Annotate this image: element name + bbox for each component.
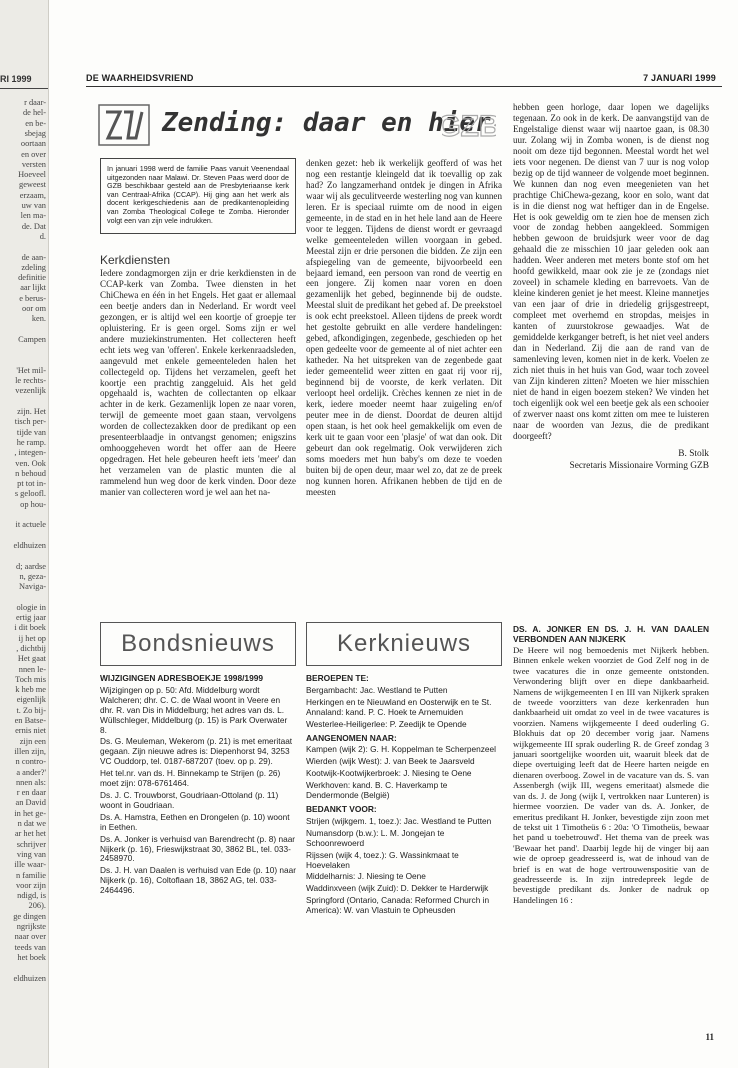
previous-page-line: tijde van bbox=[16, 427, 46, 437]
bondsnieuws-heading: WIJZIGINGEN ADRESBOEKJE 1998/1999 bbox=[100, 673, 264, 683]
previous-page-line: 'Het mil- bbox=[16, 365, 46, 375]
previous-page-line: geweest bbox=[19, 180, 46, 190]
previous-page-line: , dichtbij bbox=[16, 643, 46, 653]
previous-page-line: en Batse- bbox=[14, 716, 46, 725]
previous-page-line: Het gaat bbox=[17, 654, 46, 664]
previous-page-line: Naviga- bbox=[19, 582, 46, 592]
kerknieuws-entry: Middelharnis: J. Niesing te Oene bbox=[306, 871, 426, 882]
bondsnieuws-title-box bbox=[100, 622, 296, 666]
previous-page-line: i dit boek bbox=[14, 623, 46, 633]
publication-name: DE WAARHEIDSVRIEND bbox=[86, 73, 194, 83]
previous-page-line: zijn. Het bbox=[17, 407, 46, 416]
previous-page-line: ernis niet bbox=[15, 726, 46, 736]
previous-page-line: le rechts- bbox=[15, 376, 46, 386]
previous-page-line: uw van bbox=[21, 201, 46, 210]
jonker-text: De Heere wil nog bemoedenis met Nijkerk hebben. Binnen enkele weken voorziet de God Zelf nog in de twee vacatures die in onze gemeente ontstonden. Verwondering blijft over en diepe dankbaarheid. Namens de wijkgemeenten I en III van Nijkerk spraken de tweede voorzitters van deze kerkenraden hun dankbaarheid uit omdat zo veel in de twee vacatures is voorzien. Namens wijkgemeente I deed ouderling G. Blokhuis dat op 20 december vorig jaar. Namens wijkgemeente III sprak ouderling R. de Greef zondag 3 januari soortgelijke woorden uit, waaruit bleek dat de diepe overtuiging leeft dat de Heere harten neigde en dienaren overboog. Zowel in de vacature van ds. S. van Assenbergh (wijk III, wegens emeritaat) alsmede die van ds. J. de Jong (wijk I, vertrokken naar Lunteren) is hiermee voorzien. De vader van ds. A. Jonker, de emeritus predikant H. Jonker, bevestigde zijn zoon met de tekst uit 1 Timotheüs 6 : 20a: 'O Timotheüs, bewaar het pand u toebetrouwd'. Het thema van de preek was 'Bewaar het pand'. Daarbij legde hij de vinger bij aan wie de oproep geadresseerd is, wat de inhoud van de brief is en wat de hoge vertrouwenspositie van de geadresseerde is. In zijn intredepreek legde de bevestigde predikant ds. Jonker de nadruk op Handelingen 16 : bbox=[513, 645, 709, 905]
previous-page-line: n dat we bbox=[17, 819, 46, 828]
bondsnieuws-item: Ds. A. Jonker is verhuisd van Barendrecht (p. 8) naar Nijkerk (p. 16), Frieswijkstraat 30, 3862 BL, tel. 033-2458970. bbox=[100, 833, 296, 864]
previous-page-line: , integen- bbox=[14, 448, 46, 458]
kerknieuws-entry: Werkhoven: kand. B. C. Haverkamp te Dendermonde (België) bbox=[306, 780, 448, 801]
jonker-heading: DS. A. JONKER EN DS. J. H. VAN DAALEN VERBONDEN AAN NIJKERK bbox=[513, 624, 709, 644]
previous-page-line: illen zijn, bbox=[14, 746, 46, 756]
article-column-3-text: hebben geen horloge, daar lopen we dagelijks tegenaan. Zo ook in de kerk. De aanvangstijd van de Engelstalige dienst waar wij naartoe gaan, is 08.30 uur. Zolang wij in Zomba wonen, is de dienst nog nooit om deze tijd begonnen. Meestal wordt het wel iets voor negenen. De dienst van 7 uur is nog volop bezig op de tijd wanneer de volgende moet beginnen. We kunnen dan nog even meegenieten van het prachtige ChiChewa-gezang, koor en solo, want dat is in die dienst nog wat heftiger dan in de Engelse. Het is ook geweldig om te zien hoe de mensen zich voor de zondag hebben aangekleed. Sommigen hebben gewoon de bruidsjurk weer voor de dag gehaald die ze misschien 10 jaar geleden ook aan hadden. Weer anderen met meters bonte stof om het hoofd gewikkeld, maar ook zie je ze (zondags niet zoveel) in schamele kleding en barrevoets. Van de kleine kinderen geniet je het meest. Kleine mannetjes van een jaar of drie in driedelig grijsgestreept, compleet met overhemd en stropdas, meisjes in kanten of zuurstokrose gewaadjes. Wat de gemiddelde kerkganger betreft, is het niet veel anders dan in Nederland. Zij die aan de rand van de samenleving leven, komen niet in de kerk. Voelen ze zich niet thuis in het huis van God, waar toch zoveel van Zijn kinderen zitten? Moeten we hier misschien niet de hand in eigen boezem steken? We vinden het toch eigenlijk ook wel een beetje gek als een schooier of zwerver naast ons komt zitten om mee te luisteren naar de woorden van Jezus, die de predikant doorgeeft? bbox=[513, 102, 709, 441]
kerknieuws-entry: Numansdorp (b.w.): L. M. Jongejan te Schoonrewoerd bbox=[306, 827, 445, 848]
bondsnieuws-item: Ds. G. Meuleman, Wekerom (p. 21) is met emeritaat gegaan. Zijn nieuwe adres is: Diepenhorst 94, 3253 VC Ouddorp, tel. 0187-687207 (toev. op p. 29). bbox=[100, 736, 293, 767]
previous-page-line: schrijver bbox=[16, 839, 46, 849]
article-column-1-text: Iedere zondagmorgen zijn er drie kerkdiensten in de CCAP-kerk van Zomba. Twee diensten in het ChiChewa en één in het Engels. Het gaat er allemaal een beetje anders dan in Nederland. Er wordt veel gezongen, er is altijd wel een koortje of groepje ter opluistering. Er is geen orgel. Soms zijn er wel andere muziekinstrumenten. Het collecteren heeft echt iets weg van 'offeren'. Enkele kerkenraadsleden, aangevuld met enkele gemeenteleden halen het collectegeld op. Tijdens het verzamelen, geeft het koortje een prachtig zanggeluid. Als het geld opgehaald is, wachten de collectanten op elkaar achter in de kerk. Gezamenlijk lopen ze naar voren, terwijl de gemeente moet gaan staan, vervolgens worden de collectezakken door de predikant op een presenteerblaadje in ontvangst genomen; enigszins omhooggeheven wordt het offer aan de Heere opgedragen. Het hele gebeuren heeft iets 'meer' dan het verzamelen van de plastic munten die al rammelend hun weg door de kerk vinden. Door deze manier van collecteren word je wel aan het na- bbox=[100, 268, 296, 498]
previous-page-line: en over bbox=[21, 149, 46, 159]
previous-page-line: op hou- bbox=[20, 499, 46, 509]
previous-page-line: versten bbox=[21, 159, 46, 169]
previous-page-line: ologie in bbox=[16, 602, 46, 612]
previous-page-line: ertig jaar bbox=[16, 613, 46, 622]
previous-page-line: het boek bbox=[17, 952, 46, 962]
article-banner bbox=[92, 102, 502, 150]
previous-page-line: en be- bbox=[25, 118, 46, 128]
previous-page-line: zijn een bbox=[19, 736, 46, 746]
bondsnieuws-items bbox=[100, 686, 296, 896]
page-number: 11 bbox=[705, 1032, 714, 1042]
kerknieuws-entry: Kootwijk-Kootwijkerbroek: J. Niesing te Oene bbox=[306, 768, 472, 779]
previous-page-line: d; aardse bbox=[16, 561, 46, 571]
previous-page-line: t. Zo bij- bbox=[16, 705, 46, 715]
previous-page-line: n familie bbox=[16, 870, 46, 880]
header-rule bbox=[86, 86, 722, 87]
kerknieuws-entry: Strijen (wijkgem. 1, toez.): Jac. Westland te Putten bbox=[306, 815, 492, 826]
previous-page-line: len ma- bbox=[20, 211, 46, 221]
kerknieuws-entry: Bergambacht: Jac. Westland te Putten bbox=[306, 684, 448, 695]
previous-page-line: definitie bbox=[18, 273, 46, 283]
bondsnieuws-item: Ds. J. C. Trouwborst, Goudriaan-Ottoland (p. 11) woont in Goudriaan. bbox=[100, 789, 279, 810]
previous-page-line: voor zijn bbox=[15, 880, 46, 890]
article-column-2 bbox=[306, 158, 502, 498]
previous-page-line: eigenlijk bbox=[16, 695, 46, 705]
kerknieuws-entry: Waddinxveen (wijk Zuid): D. Dekker te Harderwijk bbox=[306, 883, 489, 894]
previous-page-line: de hel- bbox=[22, 108, 46, 118]
previous-page-line: ij het op bbox=[18, 633, 46, 643]
previous-page-line: sbejag bbox=[24, 128, 46, 138]
gzb-logo-left bbox=[98, 104, 150, 146]
previous-page-line: an David bbox=[15, 798, 46, 808]
previous-page-line: de aan- bbox=[21, 252, 46, 262]
previous-page-line: n contro- bbox=[15, 757, 46, 767]
previous-page-line: eldhuizen bbox=[13, 973, 46, 983]
bondsnieuws-item: Ds. A. Hamstra, Eethen en Drongelen (p. 10) woont in Eethen. bbox=[100, 811, 290, 832]
previous-page-line: zdeling bbox=[21, 262, 46, 272]
article-column-3 bbox=[513, 102, 709, 472]
previous-page-line: vezenlijk bbox=[15, 386, 46, 396]
previous-page-line: Campen bbox=[18, 334, 46, 344]
kerknieuws-entry: Herkingen en te Nieuwland en Oosterwijk en te St. Annaland: kand. P. C. Hoek te Arnemuiden bbox=[306, 696, 492, 717]
previous-page-line: n, geza- bbox=[19, 571, 46, 581]
previous-page-line: e berus- bbox=[19, 293, 46, 303]
kerknieuws-content bbox=[306, 674, 502, 918]
article-intro-box: In januari 1998 werd de familie Paas vanuit Veenendaal uitgezonden naar Malawi. Dr. Steven Paas werd door de GZB beschikbaar gesteld aan de Presbyteriaanse kerk van Centraal-Afrika (CCAP). Hij ging aan het werk als docent kerkgeschiedenis aan de predikantenopleiding van Zomba Theological College te Zomba. Hieronder volgt een van zijn vele indrukken. bbox=[100, 158, 296, 234]
kerknieuws-entry: Rijssen (wijk 4, toez.): G. Wassinkmaat te Hoevelaken bbox=[306, 849, 459, 870]
previous-page-line: he ramp. bbox=[16, 437, 46, 447]
previous-page-line: ndigd, is bbox=[17, 891, 46, 901]
kerknieuws-title: Kerknieuws bbox=[336, 630, 472, 657]
previous-page-line: r en daar bbox=[16, 788, 46, 798]
gzb-logo-right-graphic bbox=[442, 106, 496, 144]
previous-page-header: RI 1999 bbox=[0, 74, 32, 84]
bondsnieuws-content bbox=[100, 674, 296, 898]
bondsnieuws-item: Ds. J. H. van Daalen is verhuisd van Ede (p. 10) naar Nijkerk (p. 16), Coltoflaan 18, 3862 AG, tel. 033-2464496. bbox=[100, 865, 296, 896]
article-column-1 bbox=[100, 268, 296, 498]
article-column-2-text: denken gezet: heb ik werkelijk geofferd of was het nog een restantje kleingeld dat ik toevallig op zak had? Zo langzamerhand ontdek je dingen in Afrika waar wij als geculitveerde westerling nog van kunnen leren. Er is speciaal ruimte om de nood in eigen gemeente, in de stad en in het hele land aan de Heere voor te leggen. Tijdens de dienst wordt er gevraagd welke gemeenteleden willen voorgaan in gebed. Meestal zijn er drie personen die bidden. Ze zijn een afspiegeling van de gemeente, bijvoorbeeld een bejaard iemand, een persoon van rond de veertig en een jongere. Zij komen naar voren en doen gezamenlijk het gebed, beginnende bij de oudste. Meestal sluit de predikant het gebed af. De preekstoel is ook echt preekstoel. Alleen tijdens de preek wordt het gestolte gebruikt en alle verdere handelingen: gebed, afkondigingen, zegenbede, geschieden op het open gedeelte voor de gemeente al of niet achter een katheder. Na het uitspreken van de zegenbede gaat ieder gemeentelid weer zitten en gaat rij voor rij, beginnend bij de voorste, de kerk verlaten. Dit verloopt heel ordelijk. Crèches kennen ze niet in de kerk, iedere moeder neemt haar zuigeling en/of peuter mee in de dienst. Doordat de deuren altijd open staan, is het ook heel gemakkelijk om even de kerk uit te gaan voor een 'plasje' of wat dan ook. Dit gebeurt dan ook regelmatig. Ook verwijderen zich soms moeders met hun baby's om deze te voeden buiten bij de open deur, maar wel zo, dat ze de preek nog kunnen horen. Afrikanen hebben de tijd en de meesten bbox=[306, 158, 502, 497]
previous-page-line: ngrijkste bbox=[16, 922, 46, 931]
previous-page-line: r daar- bbox=[24, 98, 46, 107]
previous-page-line: ar het het bbox=[14, 829, 46, 839]
previous-page-line: k heb me bbox=[15, 685, 46, 695]
previous-page-line: pt tot in- bbox=[17, 479, 46, 489]
kerknieuws-entry: Springford (Ontario, Canada: Reformed Church in America): W. van Vlastuin te Opheusden bbox=[306, 895, 490, 916]
kerknieuws-section-heading: AANGENOMEN NAAR: bbox=[306, 732, 397, 743]
previous-page-line: Toch mis bbox=[15, 674, 46, 684]
previous-page-line: de. Dat bbox=[21, 221, 46, 231]
previous-page-line: oortaan bbox=[20, 139, 46, 149]
previous-page-line: nnen le- bbox=[18, 664, 46, 674]
kerknieuws-entry: Wierden (wijk West): J. van Beek te Jaarsveld bbox=[306, 756, 475, 767]
previous-page-line: erzaam, bbox=[19, 190, 46, 200]
previous-page-line: Hoeveel bbox=[18, 170, 46, 180]
section-heading-kerkdiensten: Kerkdiensten bbox=[100, 253, 171, 267]
previous-page-line: ven. Ook bbox=[15, 458, 46, 468]
author-role: Secretaris Missionaire Vorming GZB bbox=[569, 460, 709, 471]
gzb-logo-left-graphic bbox=[98, 104, 150, 146]
bondsnieuws-title: Bondsnieuws bbox=[121, 630, 275, 657]
previous-page-line: ving van bbox=[16, 849, 46, 859]
previous-page-line: in het ge- bbox=[14, 808, 46, 818]
previous-page-line: n behoud bbox=[15, 468, 46, 478]
kerknieuws-title-box bbox=[306, 622, 502, 666]
issue-date: 7 JANUARI 1999 bbox=[643, 73, 716, 83]
previous-page-rule bbox=[0, 88, 48, 89]
author-name: B. Stolk bbox=[678, 448, 709, 459]
previous-page-line: ken. bbox=[31, 314, 46, 324]
kerknieuws-entry: Kampen (wijk 2): G. H. Koppelman te Scherpenzeel bbox=[306, 744, 496, 755]
previous-page-line: tisch per- bbox=[14, 417, 46, 427]
previous-page-line: oor om bbox=[22, 304, 46, 313]
jonker-article bbox=[513, 624, 709, 905]
previous-page-line: eldhuizen bbox=[13, 540, 46, 550]
previous-page-line: d. bbox=[39, 231, 46, 241]
previous-page-line: naar over bbox=[14, 932, 46, 942]
gzb-logo-text: GZB bbox=[442, 110, 496, 143]
kerknieuws-section-heading: BEROEPEN TE: bbox=[306, 673, 369, 683]
bondsnieuws-item: Wijzigingen op p. 50: Afd. Middelburg wordt Walcheren; dhr. C. C. de Waal woont in Veere en dhr. R. van Dis in Middelburg; het adres van ds. L. Wüllschleger, Middelburg (p. 15) is Park Overwater 8. bbox=[100, 684, 288, 735]
gzb-logo-right bbox=[442, 106, 496, 144]
previous-page-strip bbox=[0, 0, 49, 1068]
previous-page-line: 206). bbox=[28, 901, 46, 911]
previous-page-line: teeds van bbox=[14, 942, 46, 952]
previous-page-line: ille waar- bbox=[14, 860, 46, 870]
kerknieuws-entry: Westerlee-Heiligerlee: P. Zeedijk te Opende bbox=[306, 718, 467, 729]
kerknieuws-section-heading: BEDANKT VOOR: bbox=[306, 803, 377, 814]
previous-page-line: s geloofl. bbox=[14, 489, 46, 499]
previous-page-line: nnen als: bbox=[15, 777, 46, 787]
previous-page-line: ge dingen bbox=[13, 911, 46, 921]
previous-page-line: it actuele bbox=[15, 520, 46, 530]
previous-page-line: aar lijkt bbox=[20, 283, 46, 293]
article-title: Zending: daar en hier bbox=[162, 108, 491, 138]
bondsnieuws-item: Het tel.nr. van ds. H. Binnekamp te Strijen (p. 26) moet zijn: 078-6761464. bbox=[100, 768, 281, 789]
previous-page-line: a ander?' bbox=[16, 767, 46, 777]
